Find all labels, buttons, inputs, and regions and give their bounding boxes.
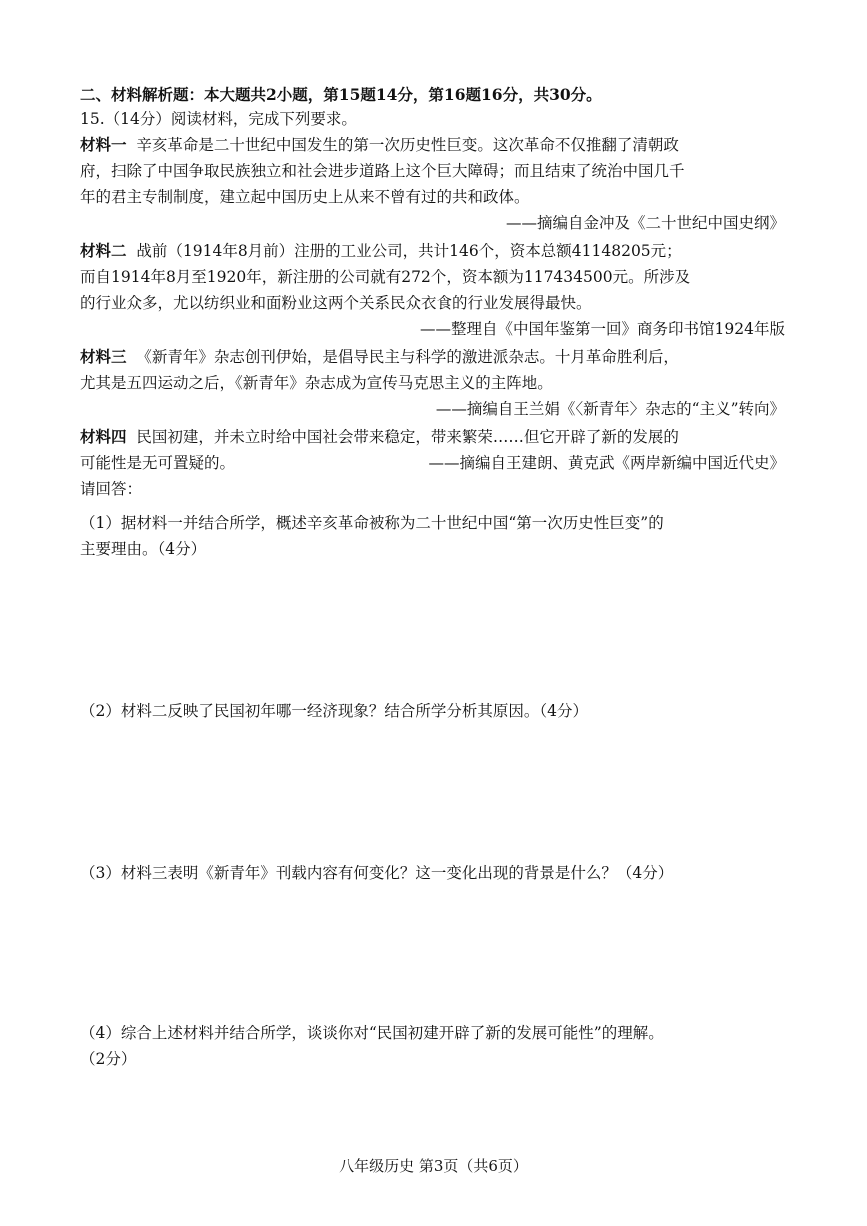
material-4-label: 材料四 [80, 427, 127, 446]
material-3-text-1: 《新青年》杂志创刊伊始，是倡导民主与科学的激进派杂志。十月革命胜利后， [136, 348, 679, 366]
subquestion-4-line-1: （4）综合上述材料并结合所学，谈谈你对“民国初建开辟了新的发展可能性”的理解。 [80, 1024, 664, 1042]
material-2-text-1: 战前（1914年8月前）注册的工业公司，共计146个，资本总额41148205元； [136, 242, 682, 260]
material-1-line-3: 年的君主专制制度，建立起中国历史上从来不曾有过的共和政体。 [80, 188, 530, 206]
material-3-line-2: 尤其是五四运动之后，《新青年》杂志成为宣传马克思主义的主阵地。 [80, 374, 553, 392]
material-1-text-1: 辛亥革命是二十世纪中国发生的第一次历史性巨变。这次革命不仅推翻了清朝政 [136, 136, 679, 154]
answer-prompt: 请回答： [80, 480, 143, 498]
material-1-label: 材料一 [80, 135, 127, 154]
page-footer: 八年级历史 第3页（共6页） [339, 1157, 528, 1175]
subquestion-3: （3）材料三表明《新青年》刊载内容有何变化？这一变化出现的背景是什么？（4分） [80, 864, 674, 882]
material-3-line-1 [80, 346, 785, 368]
material-2-line-2: 而自1914年8月至1920年，新注册的公司就有272个，资本额为117434500元。所涉及 [80, 268, 691, 286]
material-2-line-3: 的行业众多，尤以纺织业和面粉业这两个关系民众衣食的行业发展得最快。 [80, 294, 592, 312]
material-4-line-2 [80, 452, 785, 474]
material-1-source: ——摘编自金冲及《二十世纪中国史纲》 [505, 214, 785, 232]
material-4-text-1: 民国初建，并未立时给中国社会带来稳定，带来繁荣……但它开辟了新的发展的 [136, 428, 679, 446]
subquestion-1-line-2: 主要理由。（4分） [80, 540, 207, 558]
material-4-text-2: 可能性是无可置疑的。 [80, 454, 236, 472]
subquestion-1-line-1: （1）据材料一并结合所学，概述辛亥革命被称为二十世纪中国“第一次历史性巨变”的 [80, 514, 664, 532]
material-3-source: ——摘编自王兰娟《〈新青年〉杂志的“主义”转向》 [435, 400, 785, 418]
material-4-source: ——摘编自王建朗、黄克武《两岸新编中国近代史》 [428, 454, 785, 472]
subquestion-4-line-2: （2分） [80, 1050, 137, 1068]
material-3-label: 材料三 [80, 347, 127, 366]
question-15-intro: 15.（14分）阅读材料，完成下列要求。 [80, 110, 357, 128]
material-2-source: ——整理自《中国年鉴第一回》商务印书馆1924年版 [420, 320, 785, 338]
material-2-label: 材料二 [80, 241, 127, 260]
subquestion-2: （2）材料二反映了民国初年哪一经济现象？结合所学分析其原因。（4分） [80, 702, 588, 720]
material-4-line-1 [80, 426, 785, 448]
material-1-line-1 [80, 134, 785, 156]
section-header: 二、材料解析题：本大题共2小题，第15题14分，第16题16分，共30分。 [80, 85, 602, 104]
material-1-line-2: 府，扫除了中国争取民族独立和社会进步道路上这个巨大障碍；而且结束了统治中国几千 [80, 162, 685, 180]
material-2-line-1 [80, 240, 785, 262]
